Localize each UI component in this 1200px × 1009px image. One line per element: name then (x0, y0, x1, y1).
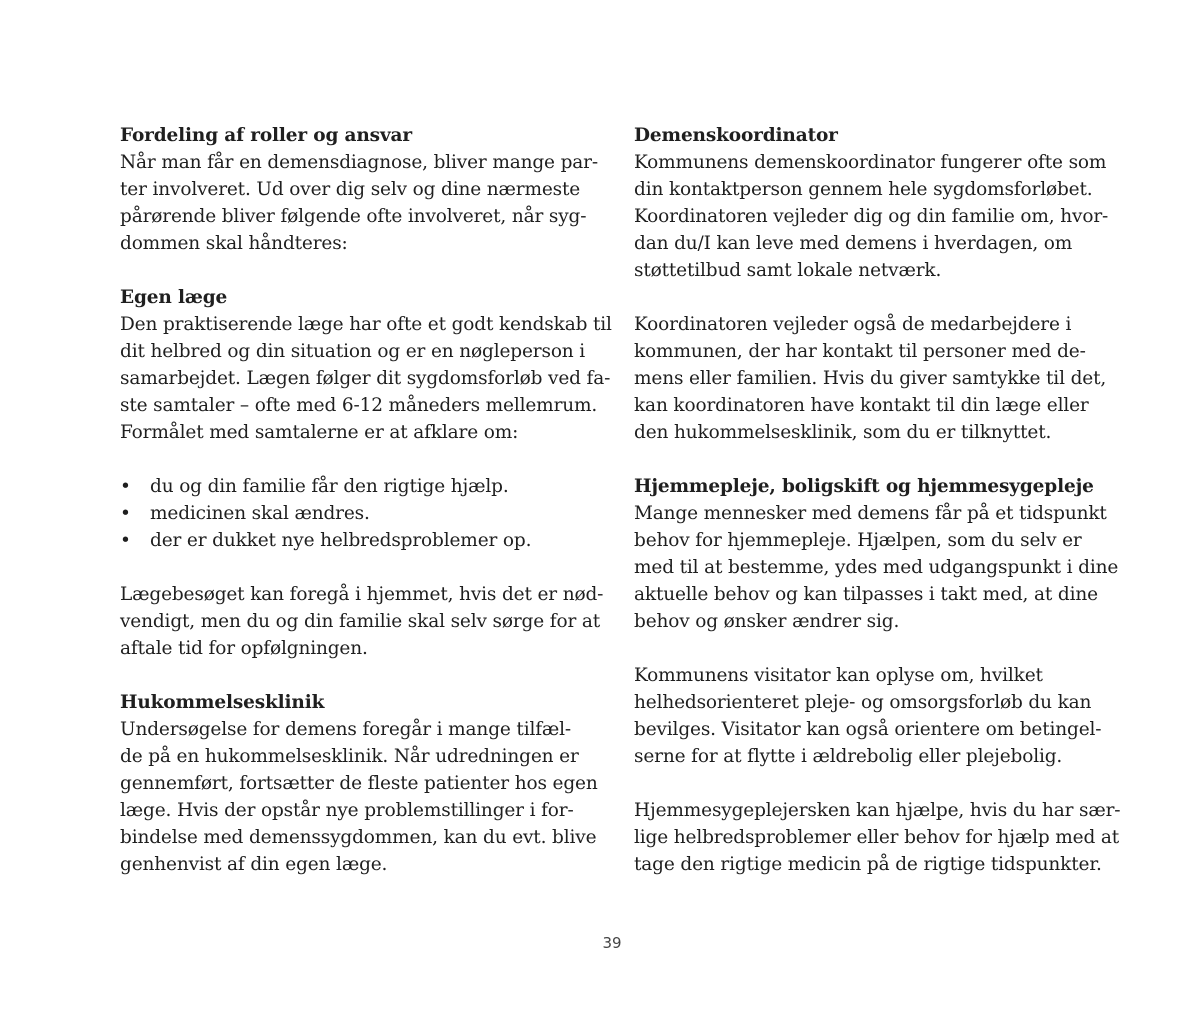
text-line: Kommunens visitator kan oplyse om, hvilket (634, 665, 1043, 686)
list-item-text: der er dukket nye helbredsproblemer op. (150, 530, 532, 551)
text-line: aftale tid for opfølgningen. (120, 638, 368, 659)
text-line: de på en hukommelsesklinik. Når udredningen er (120, 746, 579, 767)
text-line: Mange mennesker med demens får på et tidspunkt (634, 503, 1107, 524)
text-line: kommunen, der har kontakt til personer med de- (634, 341, 1086, 362)
paragraph-own-doctor (120, 311, 612, 446)
paragraph-home-nurse (634, 797, 1121, 878)
bullet-icon: • (120, 476, 131, 497)
paragraph-memory-clinic (120, 716, 600, 878)
text-line: din kontaktperson gennem hele sygdomsforløbet. (634, 179, 1093, 200)
text-line: læge. Hvis der opstår nye problemstillinger i for- (120, 800, 574, 821)
text-line: behov for hjemmepleje. Hjælpen, som du selv er (634, 530, 1082, 551)
list-item-text: du og din familie får den rigtige hjælp. (150, 476, 509, 497)
text-line: behov og ønsker ændrer sig. (634, 611, 900, 632)
text-line: ter involveret. Ud over dig selv og dine nærmeste (120, 179, 581, 200)
paragraph-home-visit (120, 581, 604, 662)
page-number: 39 (602, 934, 622, 952)
text-line: Formålet med samtalerne er at afklare om: (120, 422, 519, 443)
list-item (120, 473, 600, 500)
list-item (120, 500, 600, 527)
paragraph-home-care (634, 500, 1119, 635)
list-item-text: medicinen skal ændres. (150, 503, 370, 524)
text-line: Den praktiserende læge har ofte et godt kendskab til (120, 314, 612, 335)
text-line: dommen skal håndteres: (120, 233, 348, 254)
paragraph-roles (120, 149, 600, 257)
left-column (120, 122, 612, 878)
text-line: dit helbred og din situation og er en nøgleperson i (120, 341, 586, 362)
text-line: vendigt, men du og din familie skal selv sørge for at (120, 611, 601, 632)
text-line: med til at bestemme, ydes med udgangspunkt i dine (634, 557, 1119, 578)
paragraph-coordinator-staff (634, 311, 1114, 446)
text-line: dan du/I kan leve med demens i hverdagen, om (634, 233, 1073, 254)
text-line: mens eller familien. Hvis du giver samtykke til det, (634, 368, 1107, 389)
text-line: serne for at flytte i ældrebolig eller plejebolig. (634, 746, 1063, 767)
heading-home-care: Hjemmepleje, boligskift og hjemmesygepleje (634, 476, 1094, 497)
text-line: Kommunens demenskoordinator fungerer ofte som (634, 152, 1107, 173)
text-line: bevilges. Visitator kan også orientere om betingel- (634, 719, 1102, 740)
text-line: bindelse med demenssygdommen, kan du evt. blive (120, 827, 597, 848)
text-line: Koordinatoren vejleder dig og din familie om, hvor- (634, 206, 1109, 227)
text-line: kan koordinatoren have kontakt til din læge eller (634, 395, 1089, 416)
text-line: pårørende bliver følgende ofte involveret, når syg- (120, 206, 587, 227)
bullet-icon: • (120, 503, 131, 524)
heading-own-doctor: Egen læge (120, 287, 228, 308)
text-line: Hjemmesygeplejersken kan hjælpe, hvis du har sær- (634, 800, 1121, 821)
heading-dementia-coordinator: Demenskoordinator (634, 125, 838, 146)
text-line: ste samtaler – ofte med 6-12 måneders mellemrum. (120, 395, 598, 416)
paragraph-visitator (634, 662, 1114, 770)
paragraph-coordinator (634, 149, 1114, 284)
heading-memory-clinic: Hukommelsesklinik (120, 692, 325, 713)
heading-roles: Fordeling af roller og ansvar (120, 125, 412, 146)
text-line: genhenvist af din egen læge. (120, 854, 388, 875)
bullet-list (120, 473, 600, 554)
text-line: samarbejdet. Lægen følger dit sygdomsforløb ved fa- (120, 368, 611, 389)
text-line: lige helbredsproblemer eller behov for hjælp med at (634, 827, 1120, 848)
text-line: aktuelle behov og kan tilpasses i takt med, at dine (634, 584, 1098, 605)
right-column (634, 122, 1121, 878)
text-line: helhedsorienteret pleje- og omsorgsforløb du kan (634, 692, 1092, 713)
text-line: Lægebesøget kan foregå i hjemmet, hvis det er nød- (120, 584, 604, 605)
bullet-icon: • (120, 530, 131, 551)
text-line: tage den rigtige medicin på de rigtige tidspunkter. (634, 854, 1102, 875)
text-line: den hukommelsesklinik, som du er tilknyttet. (634, 422, 1052, 443)
text-line: Koordinatoren vejleder også de medarbejdere i (634, 314, 1072, 335)
text-line: gennemført, fortsætter de fleste patienter hos egen (120, 773, 598, 794)
text-line: støttetilbud samt lokale netværk. (634, 260, 942, 281)
list-item (120, 527, 600, 554)
text-line: Undersøgelse for demens foregår i mange tilfæl- (120, 719, 572, 740)
text-line: Når man får en demensdiagnose, bliver mange par- (120, 152, 598, 173)
